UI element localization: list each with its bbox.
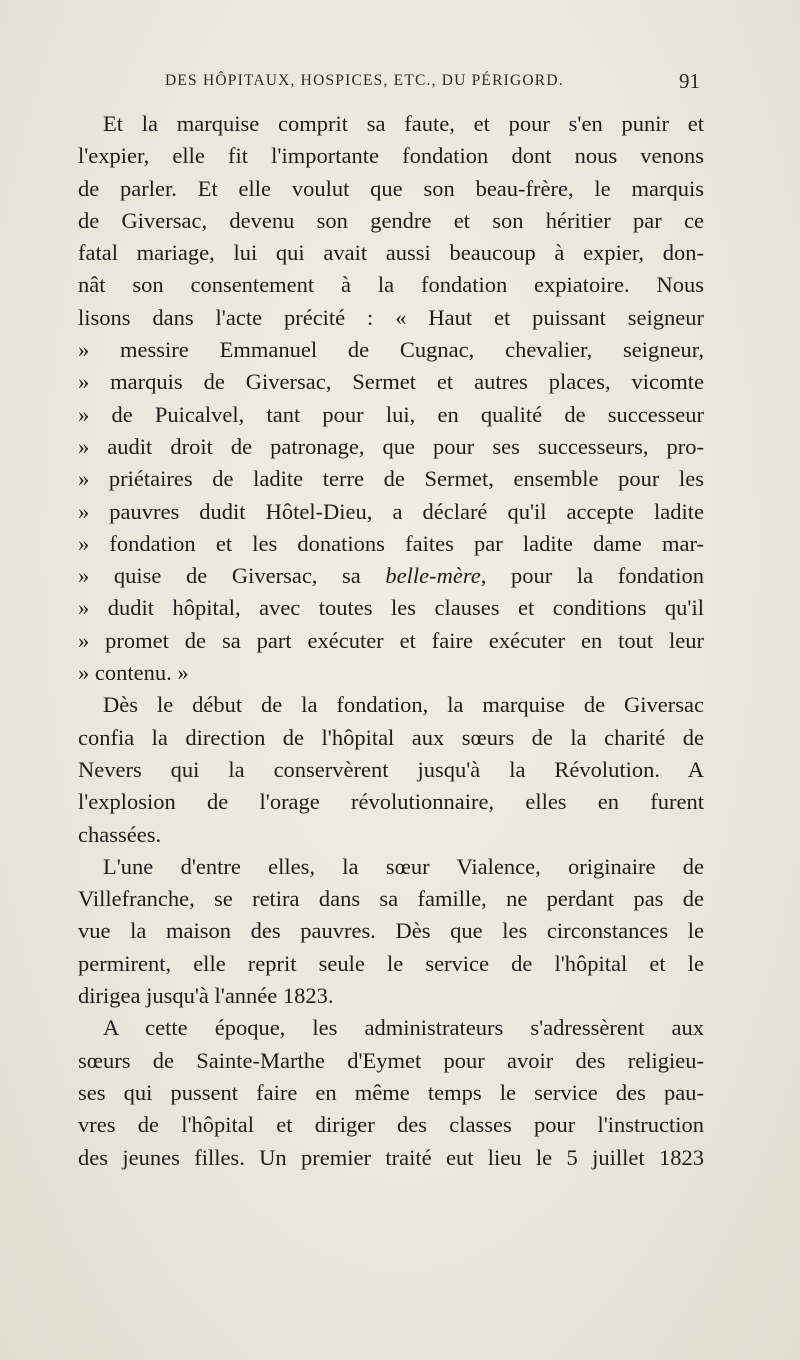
quote-line-italic [78,560,704,592]
quote-line: » fondation et les donations faites par ladite dame mar- [78,530,704,556]
text-line: permirent, elle reprit seule le service de l'hôpital et le [78,950,704,976]
quote-line: » marquis de Giversac, Sermet et autres places, vicomte [78,369,704,395]
running-header [0,70,800,100]
body-text [78,108,704,1174]
quote-text: » quise de Giversac, sa [78,563,386,589]
text-line: Nevers qui la conservèrent jusqu'à la Révolution. A [78,756,704,782]
text-line: de Giversac, devenu son gendre et son héritier par ce [78,207,704,233]
text-line: l'expier, elle fit l'importante fondation dont nous venons [78,143,704,169]
text-line: des jeunes filles. Un premier traité eut lieu le 5 juillet 1823 [78,1144,704,1170]
text-line: l'explosion de l'orage révolutionnaire, elles en furent [78,789,704,815]
text-line: A cette époque, les administrateurs s'adressèrent aux [103,1015,704,1041]
quote-line: » messire Emmanuel de Cugnac, chevalier, seigneur, [78,337,704,363]
quote-line: » de Puicalvel, tant pour lui, en qualité de successeur [78,401,704,427]
text-line: Villefranche, se retira dans sa famille, ne perdant pas de [78,886,704,912]
quote-text: , pour la fondation [480,563,704,589]
text-line: nât son consentement à la fondation expiatoire. Nous [78,272,704,298]
text-line: Dès le début de la fondation, la marquise de Giversac [103,692,704,718]
running-title: DES HÔPITAUX, HOSPICES, ETC., DU PÉRIGORD. [165,72,564,89]
italic-phrase: belle-mère [385,563,481,589]
text-line: dirigea jusqu'à l'année 1823. [78,983,334,1009]
text-line: ses qui pussent faire en même temps le service des pau- [78,1079,704,1105]
quote-line: » contenu. » [78,660,189,686]
text-line: chassées. [78,821,162,847]
quote-line: » promet de sa part exécuter et faire exécuter en tout leur [78,627,704,653]
page-number: 91 [679,69,700,93]
quote-line: » pauvres dudit Hôtel-Dieu, a déclaré qu'il accepte ladite [78,498,704,524]
text-line: vres de l'hôpital et diriger des classes pour l'instruction [78,1112,704,1138]
text-line: fatal mariage, lui qui avait aussi beaucoup à expier, don- [78,240,704,266]
quote-line: » priétaires de ladite terre de Sermet, ensemble pour les [78,466,704,492]
text-line: sœurs de Sainte-Marthe d'Eymet pour avoir des religieu- [78,1047,704,1073]
text-line: Et la marquise comprit sa faute, et pour s'en punir et [103,111,704,136]
text-line: L'une d'entre elles, la sœur Vialence, originaire de [103,853,704,879]
quote-line: » audit droit de patronage, que pour ses successeurs, pro- [78,433,704,459]
text-line: vue la maison des pauvres. Dès que les circonstances le [78,918,704,944]
quote-line: » dudit hôpital, avec toutes les clauses et conditions qu'il [78,595,704,621]
text-line: lisons dans l'acte précité : « Haut et puissant seigneur [78,304,704,330]
text-line: de parler. Et elle voulut que son beau-frère, le marquis [78,175,704,201]
text-line: confia la direction de l'hôpital aux sœurs de la charité de [78,724,704,750]
